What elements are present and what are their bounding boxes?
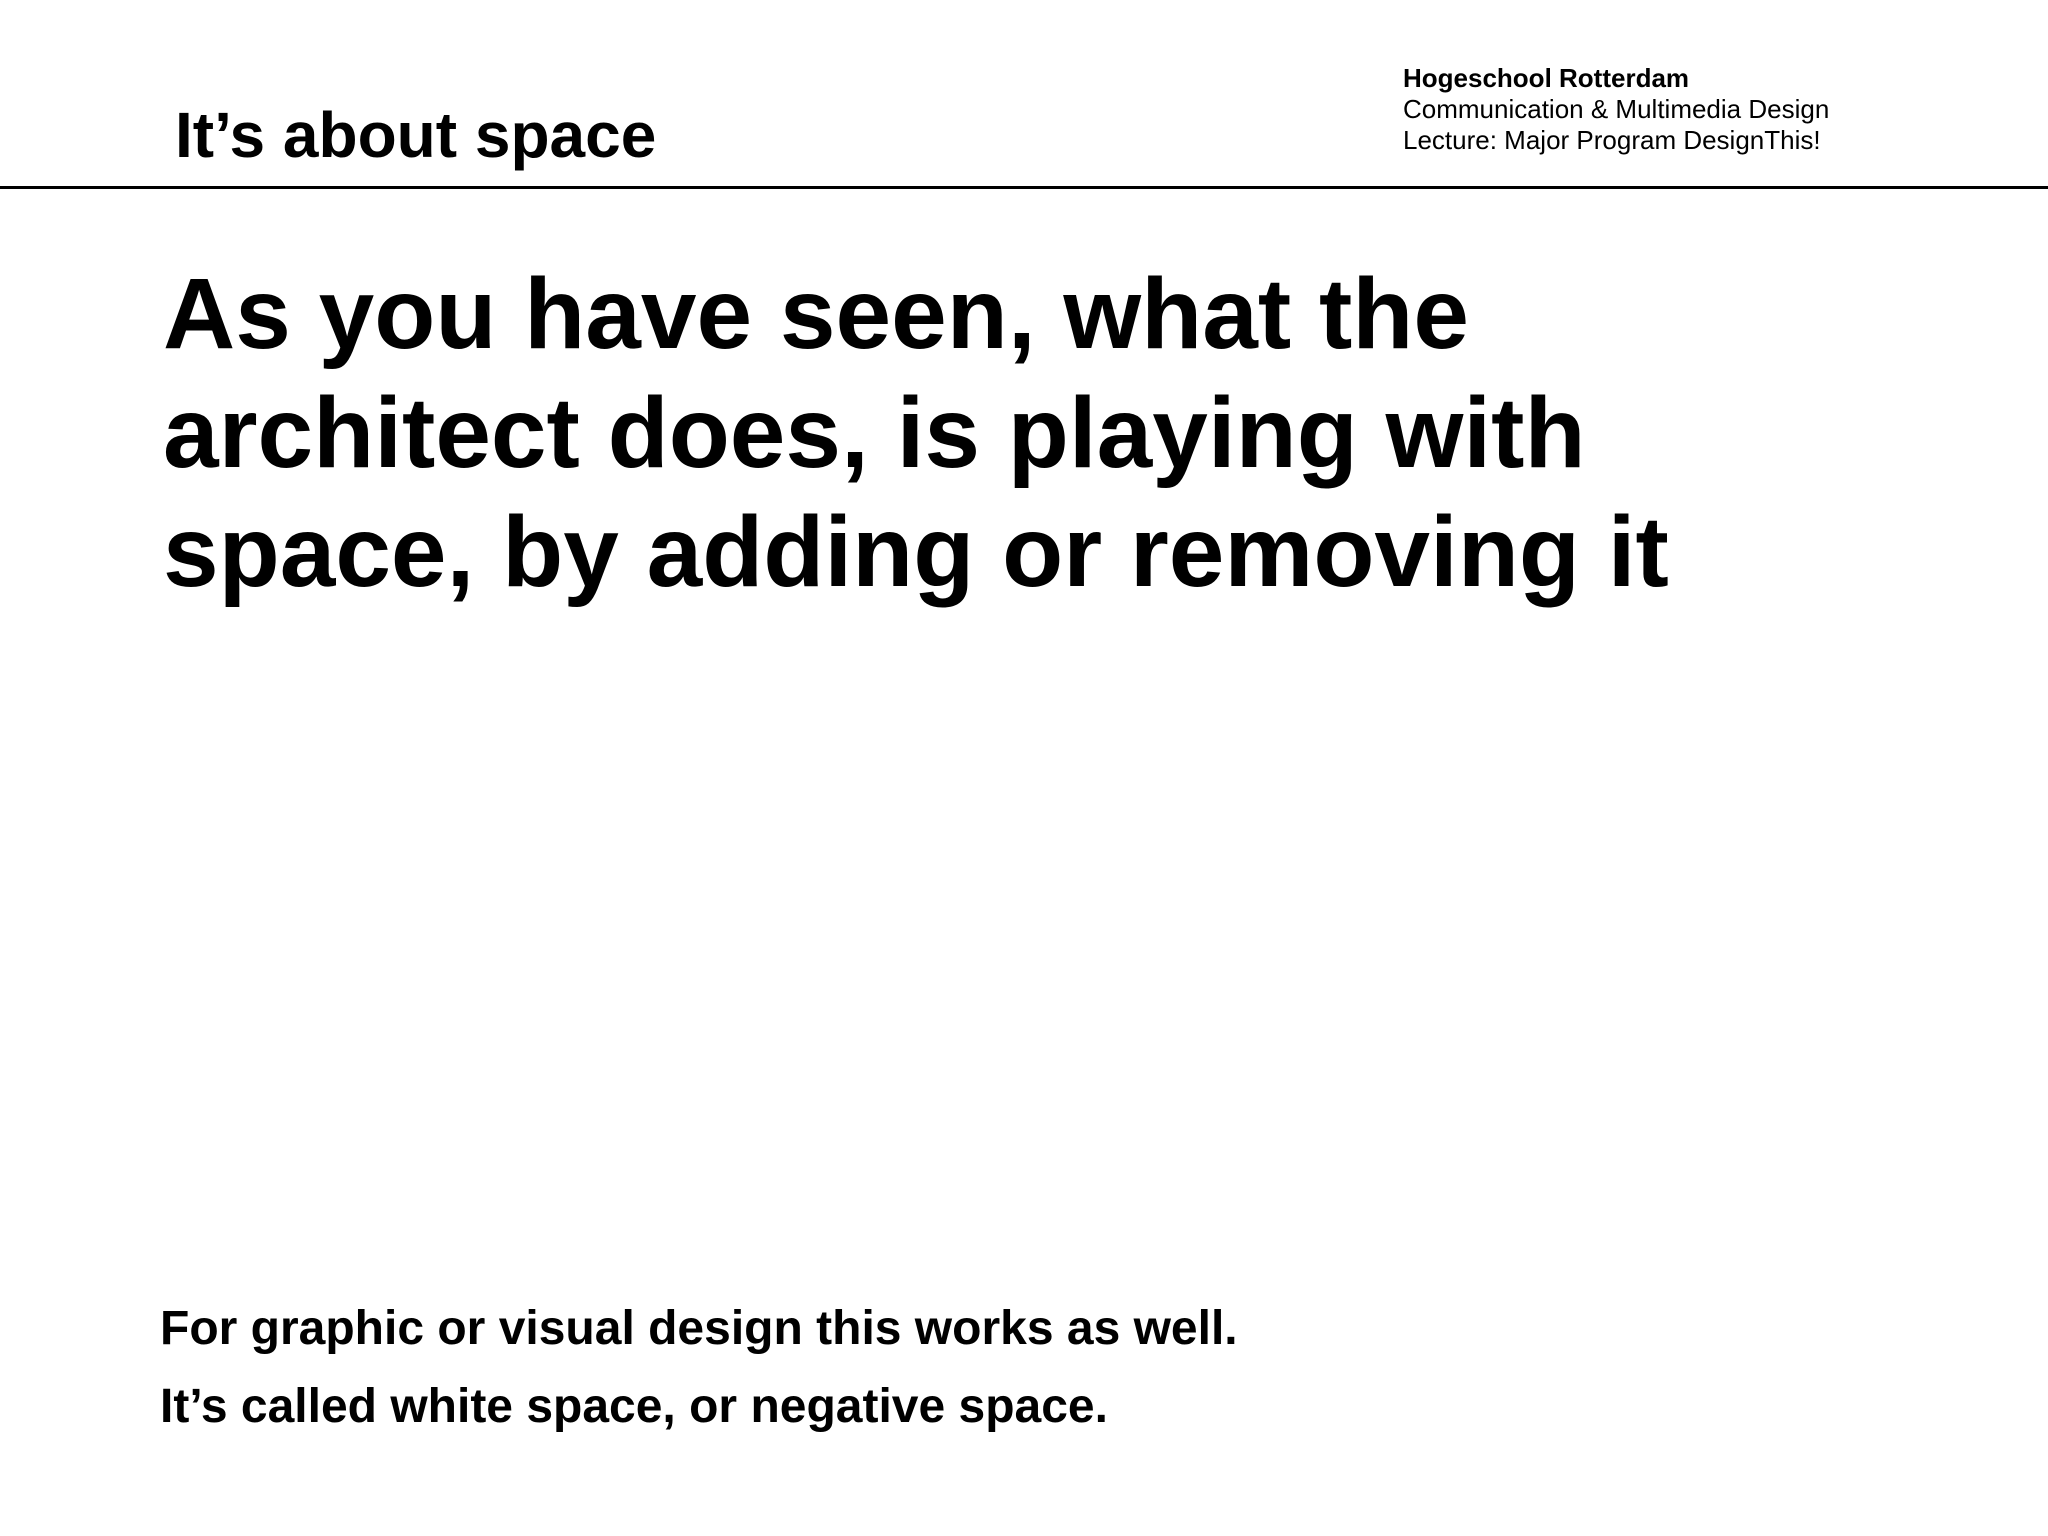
- statement-line: As you have seen, what the: [163, 258, 1469, 370]
- header-divider: [0, 186, 2048, 189]
- statement-line: architect does, is playing with: [163, 377, 1586, 489]
- footnote: [160, 1290, 1238, 1446]
- statement-line: space, by adding or removing it: [163, 496, 1669, 608]
- slide-title: It’s about space: [175, 99, 657, 171]
- lecture-name: Lecture: Major Program DesignThis!: [1403, 125, 1821, 155]
- program-name: Communication & Multimedia Design: [1403, 94, 1830, 124]
- footnote-line: It’s called white space, or negative space.: [160, 1380, 1108, 1433]
- header-info: [1403, 63, 1829, 156]
- institution-name: Hogeschool Rotterdam: [1403, 63, 1690, 93]
- footnote-line: For graphic or visual design this works as well.: [160, 1302, 1238, 1355]
- main-statement: [163, 255, 1963, 612]
